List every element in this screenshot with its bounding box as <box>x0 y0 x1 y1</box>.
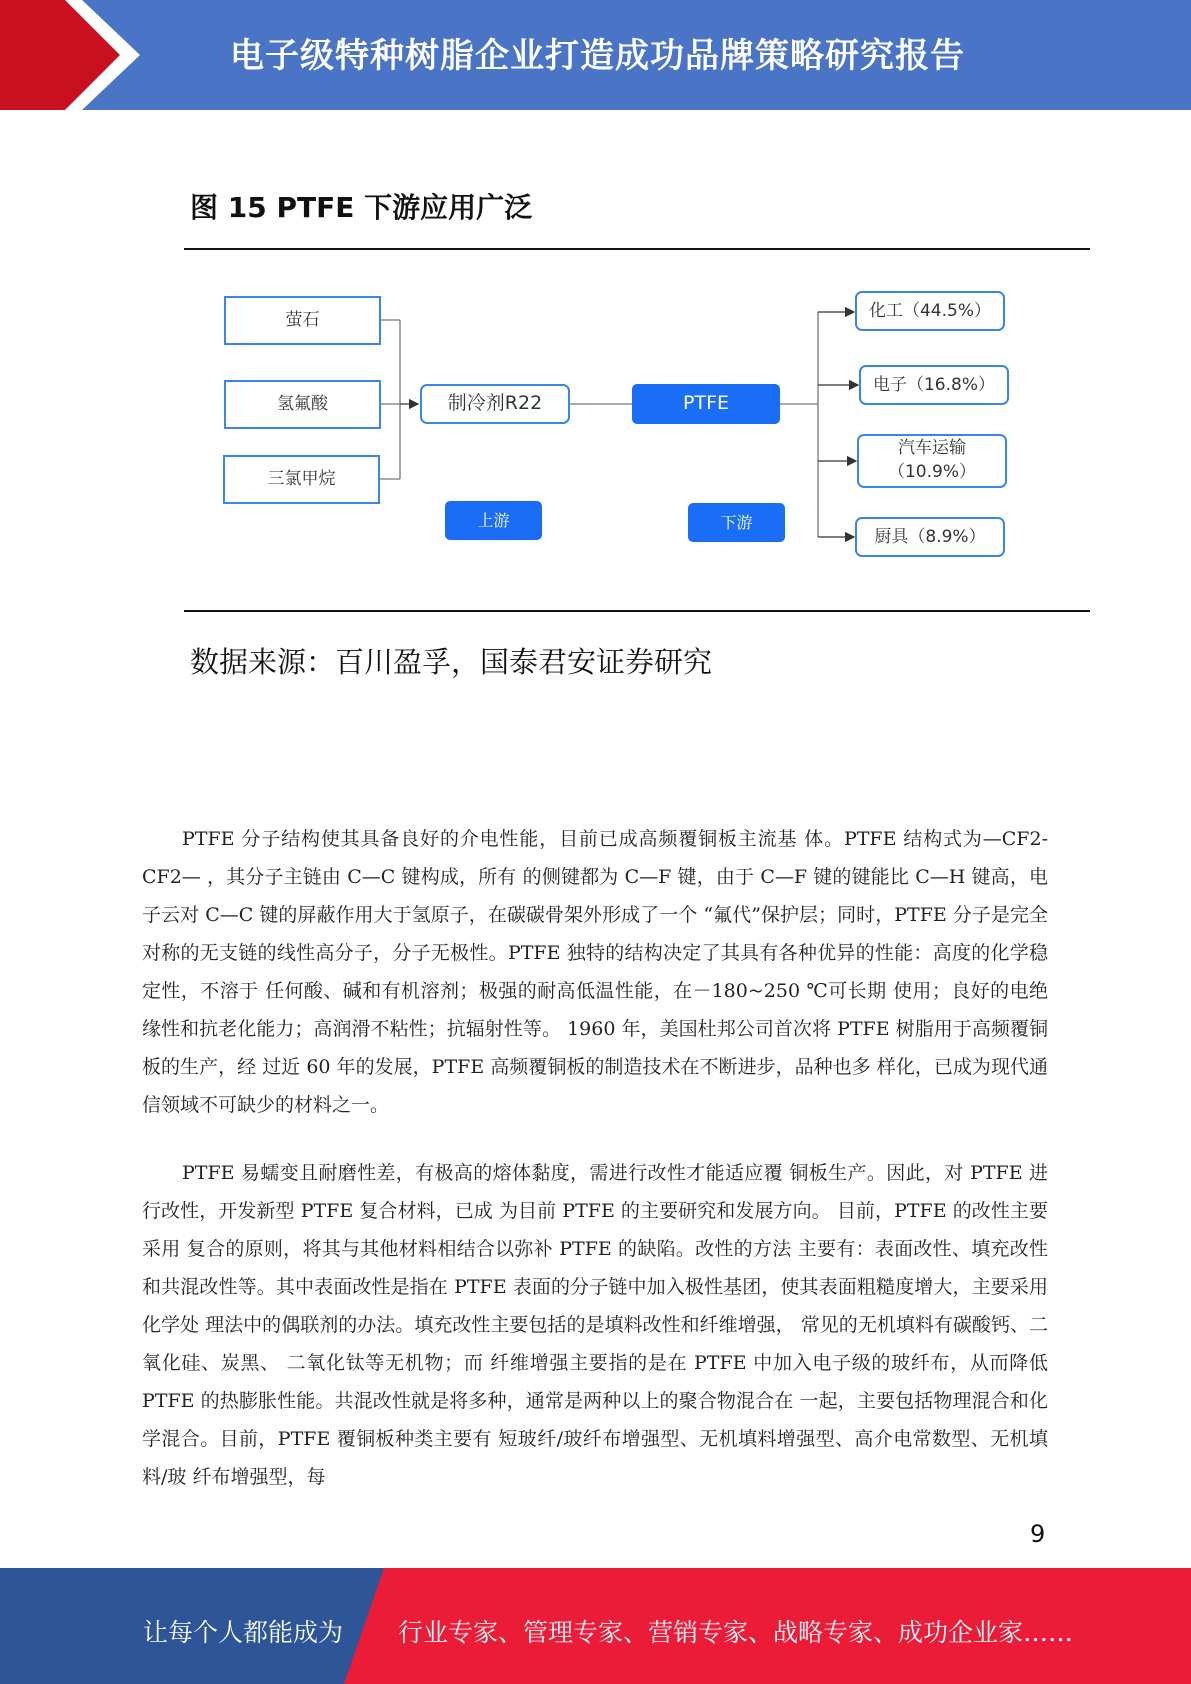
figure-top-rule <box>184 248 1090 250</box>
raw-material-chloroform: 三氯甲烷 <box>223 455 380 504</box>
raw-material-fluorite: 萤石 <box>224 296 381 345</box>
header-chevron-icon <box>0 0 150 110</box>
footer-slogan-right: 行业专家、管理专家、营销专家、战略专家、成功企业家…… <box>398 1618 1074 1647</box>
header-title: 电子级特种树脂企业打造成功品牌策略研究报告 <box>230 36 965 76</box>
figure-title: 图 15 PTFE 下游应用广泛 <box>190 191 533 224</box>
body-paragraph-2: PTFE 易蠕变且耐磨性差，有极高的熔体黏度，需进行改性才能适应覆 铜板生产。因此，对 PTFE 进行改性，开发新型 PTFE 复合材料，已成 为目前 PTFE 的主要研究和发展方向。 目前，PTFE 的改性主要采用 复合的原则，将其与其他材料相结合以弥补 PTFE 的缺陷。改性的方法 主要有：表面改性、填充改性和共混改性等。其中表面改性是指在 PTFE 表面的分子链中加入极性基团，使其表面粗糙度增大，主要采用化学处 理法中的偶联剂的办法。填充改性主要包括的是填料改性和纤维增强， 常见的无机填料有碳酸钙、二氧化硅、炭黑、 二氧化钛等无机物；而 纤维增强主要指的是在 PTFE 中加入电子级的玻纤布，从而降低 PTFE 的热膨胀性能。共混改性就是将多种，通常是两种以上的聚合物混合在 一起，主要包括物理混合和化学混合。目前，PTFE 覆铜板种类主要有 短玻纤/玻纤布增强型、无机填料增强型、高介电常数型、无机填料/玻 纤布增强型，每 <box>142 1162 1048 1488</box>
body-paragraph-1: PTFE 分子结构使其具备良好的介电性能，目前已成高频覆铜板主流基 体。PTFE 结构式为—CF2-CF2— ，其分子主链由 C—C 键构成，所有 的侧键都为 C—F 键，由于 C—F 键的键能比 C—H 键高，电子云对 C—C 键的屏蔽作用大于氢原子，在碳碳骨架外形成了一个 “氟代”保护层；同时，PTFE 分子是完全对称的无支链的线性高分子，分子无极性。PTFE 独特的结构决定了其具有各种优异的性能：高度的化学稳定性，不溶于 任何酸、碱和有机溶剂；极强的耐高低温性能，在－180~250 ℃可长期 使用；良好的电绝缘性和抗老化能力；高润滑不粘性；抗辐射性等。 1960 年，美国杜邦公司首次将 PTFE 树脂用于高频覆铜板的生产，经 过近 60 年的发展，PTFE 高频覆铜板的制造技术在不断进步，品种也多 样化，已成为现代通信领域不可缺少的材料之一。 <box>142 828 1048 1116</box>
intermediate-r22: 制冷剂R22 <box>420 384 570 424</box>
footer-slogan-left: 让每个人都能成为 <box>143 1618 344 1647</box>
upstream-label: 上游 <box>445 501 542 540</box>
application-chemical: 化工（44.5%） <box>855 291 1005 331</box>
page-number: 9 <box>1030 1520 1046 1548</box>
page-header <box>0 0 1191 110</box>
application-electronics: 电子（16.8%） <box>859 365 1009 405</box>
product-ptfe: PTFE <box>632 384 780 424</box>
application-automotive: 汽车运输 （10.9%） <box>857 434 1007 488</box>
figure-bottom-rule <box>184 610 1090 612</box>
application-kitchenware: 厨具（8.9%） <box>855 517 1005 557</box>
downstream-label: 下游 <box>688 503 785 542</box>
raw-material-hydrofluoric-acid: 氢氟酸 <box>224 380 381 429</box>
figure-source: 数据来源：百川盈孚，国泰君安证券研究 <box>190 645 713 679</box>
